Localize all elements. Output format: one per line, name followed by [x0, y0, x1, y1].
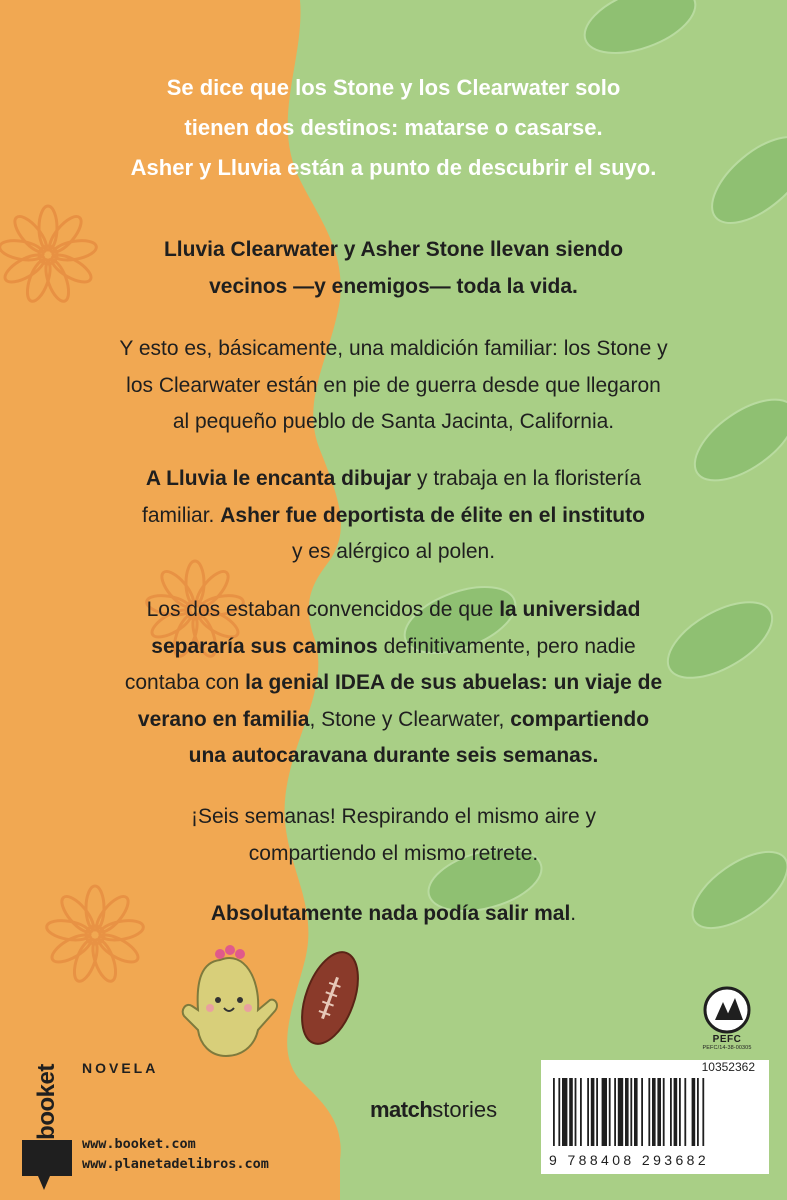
- barcode-bar: [575, 1078, 577, 1146]
- barcode-bar: [596, 1078, 598, 1146]
- bold-phrase: compartiendo: [510, 707, 650, 731]
- paragraph-line: [60, 896, 727, 933]
- intro-line: tienen dos destinos: matarse o casarse.: [184, 115, 603, 140]
- isbn-digits: 9 788408 293682: [549, 1152, 709, 1168]
- bold-phrase: A Lluvia le encanta dibujar: [145, 467, 412, 490]
- imprint-logo-rest: stories: [432, 1097, 498, 1122]
- paragraph-line: [60, 461, 727, 498]
- barcode-bar: [630, 1078, 632, 1146]
- paragraph-line: [60, 498, 727, 535]
- barcode-bar: [692, 1078, 696, 1146]
- url-text: www.booket.com: [82, 1136, 196, 1152]
- imprint-logo: [370, 1097, 497, 1123]
- barcode-bar: [602, 1078, 607, 1146]
- pefc-label: PEFC: [712, 1034, 742, 1045]
- barcode-bar: [591, 1078, 595, 1146]
- imprint-logo-bold: match: [370, 1097, 433, 1122]
- barcode-bar: [634, 1078, 638, 1146]
- barcode-bar: [652, 1078, 656, 1146]
- barcode-bar: [670, 1078, 672, 1146]
- intro-blurb: [60, 68, 727, 188]
- paragraph-line: Y esto es, básicamente, una maldición familiar: los Stone y: [119, 337, 668, 360]
- pefc-code: PEFC/14-38-00305: [702, 1045, 752, 1051]
- paragraph-line: compartiendo el mismo retrete.: [248, 841, 539, 865]
- text-phrase: .: [570, 902, 577, 925]
- barcode: [541, 1060, 769, 1174]
- genre-label: NOVELA: [82, 1060, 159, 1076]
- paragraph-line: y es alérgico al polen.: [291, 540, 496, 563]
- barcode-bar: [609, 1078, 611, 1146]
- bold-phrase: la genial IDEA de sus abuelas: un viaje de: [245, 671, 663, 694]
- barcode-bar: [569, 1078, 573, 1146]
- bold-phrase: una autocaravana durante seis semanas.: [188, 744, 599, 767]
- paragraph-line: Lluvia Clearwater y Asher Stone llevan siendo: [163, 238, 624, 261]
- paragraph-line: [60, 738, 727, 775]
- text-phrase: definitivamente, pero nadie: [377, 634, 636, 658]
- barcode-bar: [618, 1078, 623, 1146]
- text-phrase: y trabaja en la floristería: [411, 467, 642, 490]
- barcode-bar: [558, 1078, 560, 1146]
- paragraph-line: ¡Seis semanas! Respirando el mismo aire y: [191, 805, 596, 828]
- barcode-bar: [614, 1078, 616, 1146]
- barcode-bar: [697, 1078, 699, 1146]
- bold-phrase: verano en familia: [137, 707, 310, 731]
- paragraph-line: [60, 665, 727, 702]
- pefc-mark: [694, 985, 760, 1051]
- paragraph-6: [60, 896, 727, 933]
- barcode-bar: [674, 1078, 678, 1146]
- barcode-bar: [679, 1078, 681, 1146]
- paragraph-1: [60, 232, 727, 305]
- publisher-logo-text: booket: [33, 1064, 60, 1140]
- paragraph-4: [60, 592, 727, 775]
- bold-phrase: separaría sus caminos: [151, 634, 378, 658]
- barcode-bar: [625, 1078, 629, 1146]
- paragraph-line: [60, 592, 727, 629]
- paragraph-line: al pequeño pueblo de Santa Jacinta, California.: [172, 410, 615, 433]
- url-text: www.planetadelibros.com: [82, 1156, 269, 1172]
- bold-phrase: la universidad: [499, 598, 641, 621]
- text-phrase: familiar.: [142, 503, 221, 527]
- barcode-bar: [587, 1078, 589, 1146]
- barcode-bar: [580, 1078, 582, 1146]
- paragraph-line: [60, 629, 727, 666]
- barcode-bar: [702, 1078, 704, 1146]
- text-phrase: contaba con: [124, 671, 246, 694]
- paragraph-2: [60, 331, 727, 441]
- barcode-bar: [648, 1078, 650, 1146]
- bold-phrase: Asher fue deportista de élite en el instituto: [220, 503, 645, 527]
- paragraph-line: [60, 702, 727, 739]
- publisher-urls: [82, 1134, 269, 1174]
- barcode-bar: [657, 1078, 661, 1146]
- text-phrase: Los dos estaban convencidos de que: [146, 598, 500, 621]
- text-phrase: , Stone y Clearwater,: [309, 707, 511, 731]
- paragraph-3: [60, 461, 727, 571]
- bold-phrase: Absolutamente nada podía salir mal: [210, 902, 571, 925]
- barcode-bar: [562, 1078, 567, 1146]
- paragraph-line: los Clearwater están en pie de guerra desde que llegaron: [126, 373, 661, 397]
- barcode-bar: [641, 1078, 643, 1146]
- paragraph-line: vecinos —y enemigos— toda la vida.: [209, 274, 578, 298]
- intro-line: Asher y Lluvia están a punto de descubrir el suyo.: [130, 155, 657, 180]
- barcode-code: 10352362: [701, 1060, 755, 1074]
- paragraph-5: [60, 799, 727, 872]
- barcode-bar: [553, 1078, 555, 1146]
- intro-line: Se dice que los Stone y los Clearwater solo: [166, 75, 621, 100]
- barcode-bar: [663, 1078, 665, 1146]
- barcode-bar: [684, 1078, 686, 1146]
